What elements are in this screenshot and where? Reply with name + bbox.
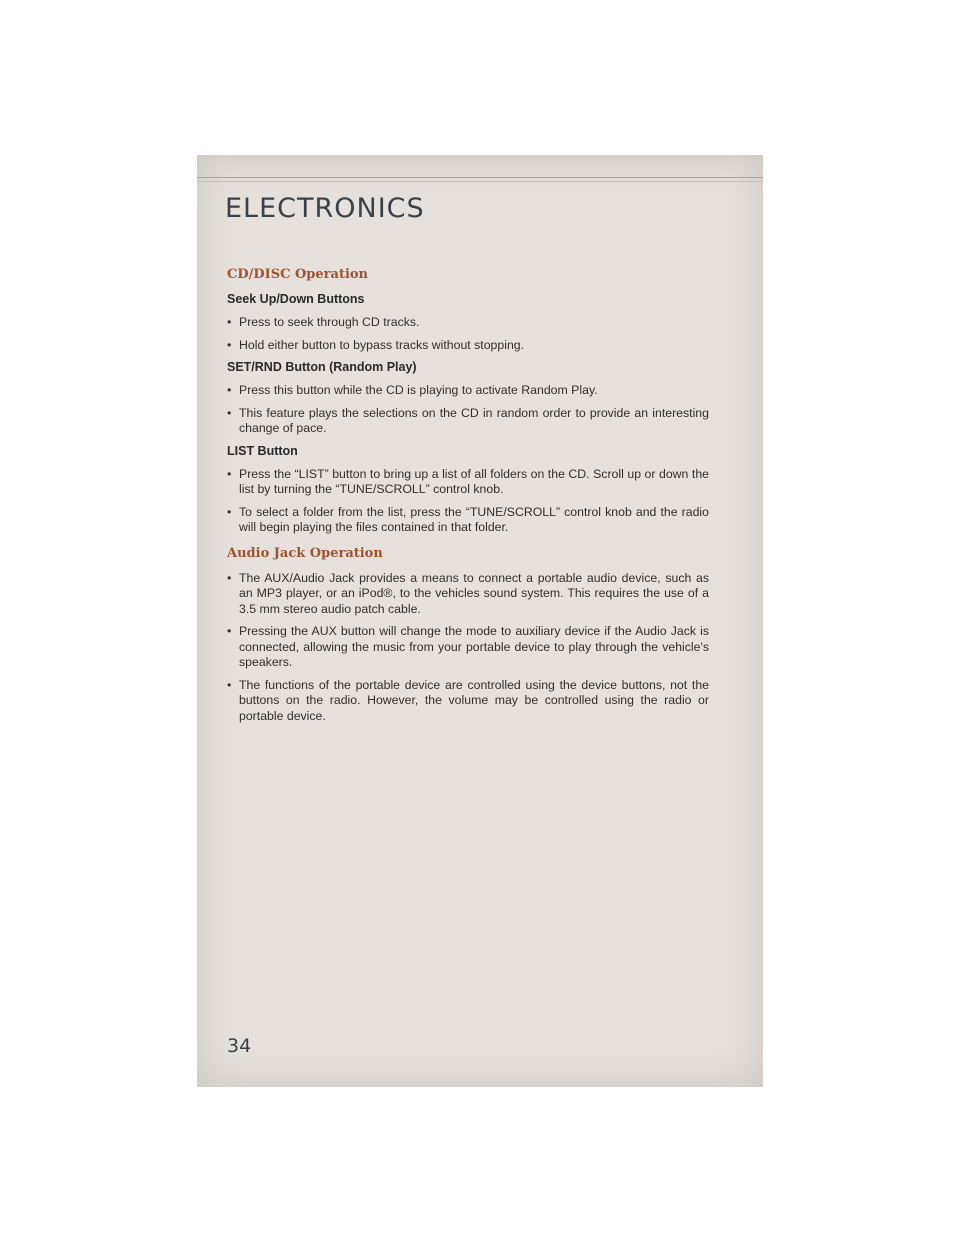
list-item: • To select a folder from the list, press the “TUNE/SCROLL” control knob and the radio will begin playing the files contained in that folder. [227, 504, 709, 534]
list-button-heading: LIST Button [227, 443, 298, 458]
list-item: • Press to seek through CD tracks. [227, 315, 420, 329]
page-content [227, 267, 709, 731]
section-title: ELECTRONICS [225, 193, 425, 224]
list-item: • Press the “LIST” button to bring up a list of all folders on the CD. Scroll up or down the list by turning the “TUNE/SCROLL” control knob. [227, 466, 709, 496]
audio-jack-heading: Audio Jack Operation [227, 545, 383, 561]
list-item: • The AUX/Audio Jack provides a means to connect a portable audio device, such as an MP3 player, or an iPod®, to the vehicles sound system. This requires the use of a 3.5 mm stereo audio patch cable. [227, 570, 709, 616]
seek-buttons-heading: Seek Up/Down Buttons [227, 292, 365, 306]
manual-page [197, 155, 763, 1087]
page-number: 34 [227, 1035, 252, 1057]
list-item: • Pressing the AUX button will change the mode to auxiliary device if the Audio Jack is connected, allowing the music from your portable device to play through the vehicle's speakers. [227, 624, 709, 669]
set-rnd-heading: SET/RND Button (Random Play) [227, 360, 417, 374]
list-item: • Press this button while the CD is playing to activate Random Play. [227, 383, 598, 397]
list-item: • This feature plays the selections on the CD in random order to provide an interesting change of pace. [227, 405, 709, 435]
cd-disc-heading: CD/DISC Operation [227, 267, 369, 282]
list-item: • The functions of the portable device are controlled using the device buttons, not the buttons on the radio. However, the volume may be controlled using the radio or portable device. [227, 677, 709, 723]
header-rule [197, 177, 763, 178]
list-item: • Hold either button to bypass tracks without stopping. [227, 337, 525, 352]
header-rule-secondary [197, 181, 763, 182]
